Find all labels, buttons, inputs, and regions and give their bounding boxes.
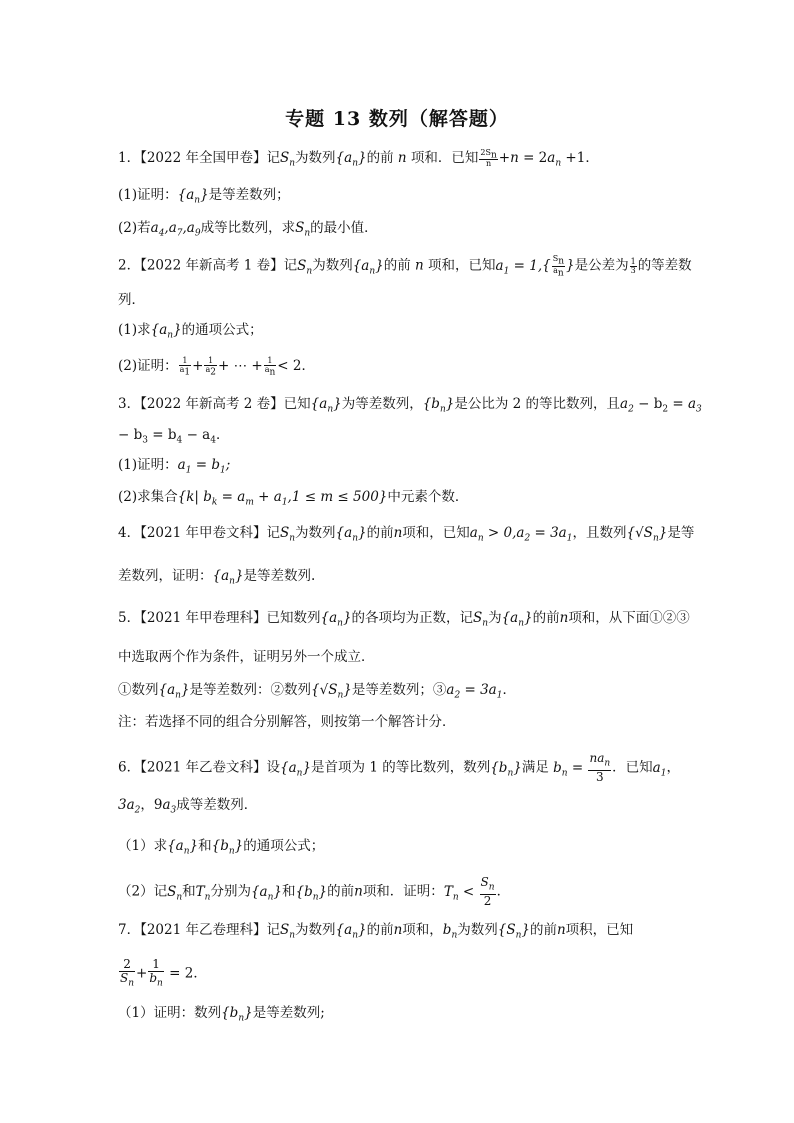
problem-3-stem-cont: − $b_3 = b_4 - a_4$． (118, 427, 230, 446)
problem-3-stem: 3．【2022 年新高考 2 卷】已知$\{a_n\}$为等差数列，$\{b_n\}$是公比为 2 的等比数列，且$a_2 - b_2 = a_3$ (118, 396, 702, 415)
problem-5-stem: 5．【2021 年甲卷理科】已知数列$\{a_n\}$的各项均为正数，记$S_n$为$\{a_n\}$的前n项和，从下面①②③ (118, 610, 690, 629)
problem-5-note: 注：若选择不同的组合分别解答，则按第一个解答计分． (118, 714, 456, 730)
problem-4-stem: 4．【2021 年甲卷文科】记$S_n$为数列$\{a_n\}$的前n项和，已知$a_n > 0,a_2 = 3a_1$，且数列$\{√S_n\}$是等 (118, 525, 695, 544)
problem-1-part-2: (2)若$a_4,a_7,a_9$成等比数列，求$S_n$的最小值． (118, 220, 378, 239)
problem-2-part-2: (2)证明： $\frac{1}{a_1}$ + $\frac{1}{a_2}$ + ⋯ + $\frac{1}{a_n}$ < 2． (118, 355, 315, 378)
problem-1-stem: 1．【2022 年全国甲卷】记$S_n$为数列$\{a_n\}$的前 n 项和．已知 $\frac{2S_n}{n}$ $+n = 2a_n +1$． (118, 147, 599, 169)
problem-1-part-1: (1)证明：$\{a_n\}$是等差数列； (118, 187, 290, 206)
problem-7-stem-cont: $\frac{2}{S_n}$ + $\frac{1}{b_n}$ = 2． (120, 957, 207, 989)
problem-7-stem: 7．【2021 年乙卷理科】记$S_n$为数列$\{a_n\}$的前n项和，$b_n$为数列$\{S_n\}$的前n项积，已知 (118, 922, 634, 941)
problem-5-conditions: ①数列$\{a_n\}$是等差数列：②数列$\{√S_n\}$是等差数列；$③a_2 = 3a_1$． (118, 682, 516, 701)
problem-3-part-1: (1)证明：$a_1 = b_1$; (118, 457, 231, 476)
problem-6-stem: 6．【2021 年乙卷文科】设$\{a_n\}$是首项为 1 的等比数列，数列$\{b_n\}$满足 $b_n$ = $\frac{na_n}{3}$ ．已知$a_1$， (118, 751, 680, 785)
problem-2-stem: 2．【2022 年新高考 1 卷】记$S_n$为数列$\{a_n\}$的前 n 项和，已知$a_1 = 1$,{ $\frac{S_n}{a_n}$ }是公差为 $\frac{1}{3}$ 的等差数 (118, 254, 692, 279)
problem-6-stem-cont: $3a_2$，$9a_3$成等差数列． (118, 797, 258, 816)
problem-5-stem-cont: 中选取两个作为条件，证明另外一个成立． (118, 649, 375, 665)
problem-6-part-2: （2）记$S_n$和$T_n$分别为$\{a_n\}$和$\{b_n\}$的前n项和．证明：$T_n$ < $\frac{S_n}{2}$ ． (118, 875, 511, 909)
problem-2-part-1: (1)求$\{a_n\}$的通项公式； (118, 322, 263, 341)
problem-4-stem-cont: 差数列，证明：$\{a_n\}$是等差数列. (118, 568, 316, 587)
problem-2-stem-cont: 列． (118, 292, 145, 308)
page-title: 专题 13 数列（解答题） (285, 108, 509, 130)
problem-3-part-2: (2)求集合{k| $b_k = a_m + a_1,1 \le m \le 500$}中元素个数． (118, 489, 469, 508)
problem-6-part-1: （1）求$\{a_n\}$和$\{b_n\}$的通项公式； (118, 838, 325, 857)
problem-7-part-1: （1）证明：数列$\{b_n\}$是等差数列; (118, 1005, 325, 1024)
